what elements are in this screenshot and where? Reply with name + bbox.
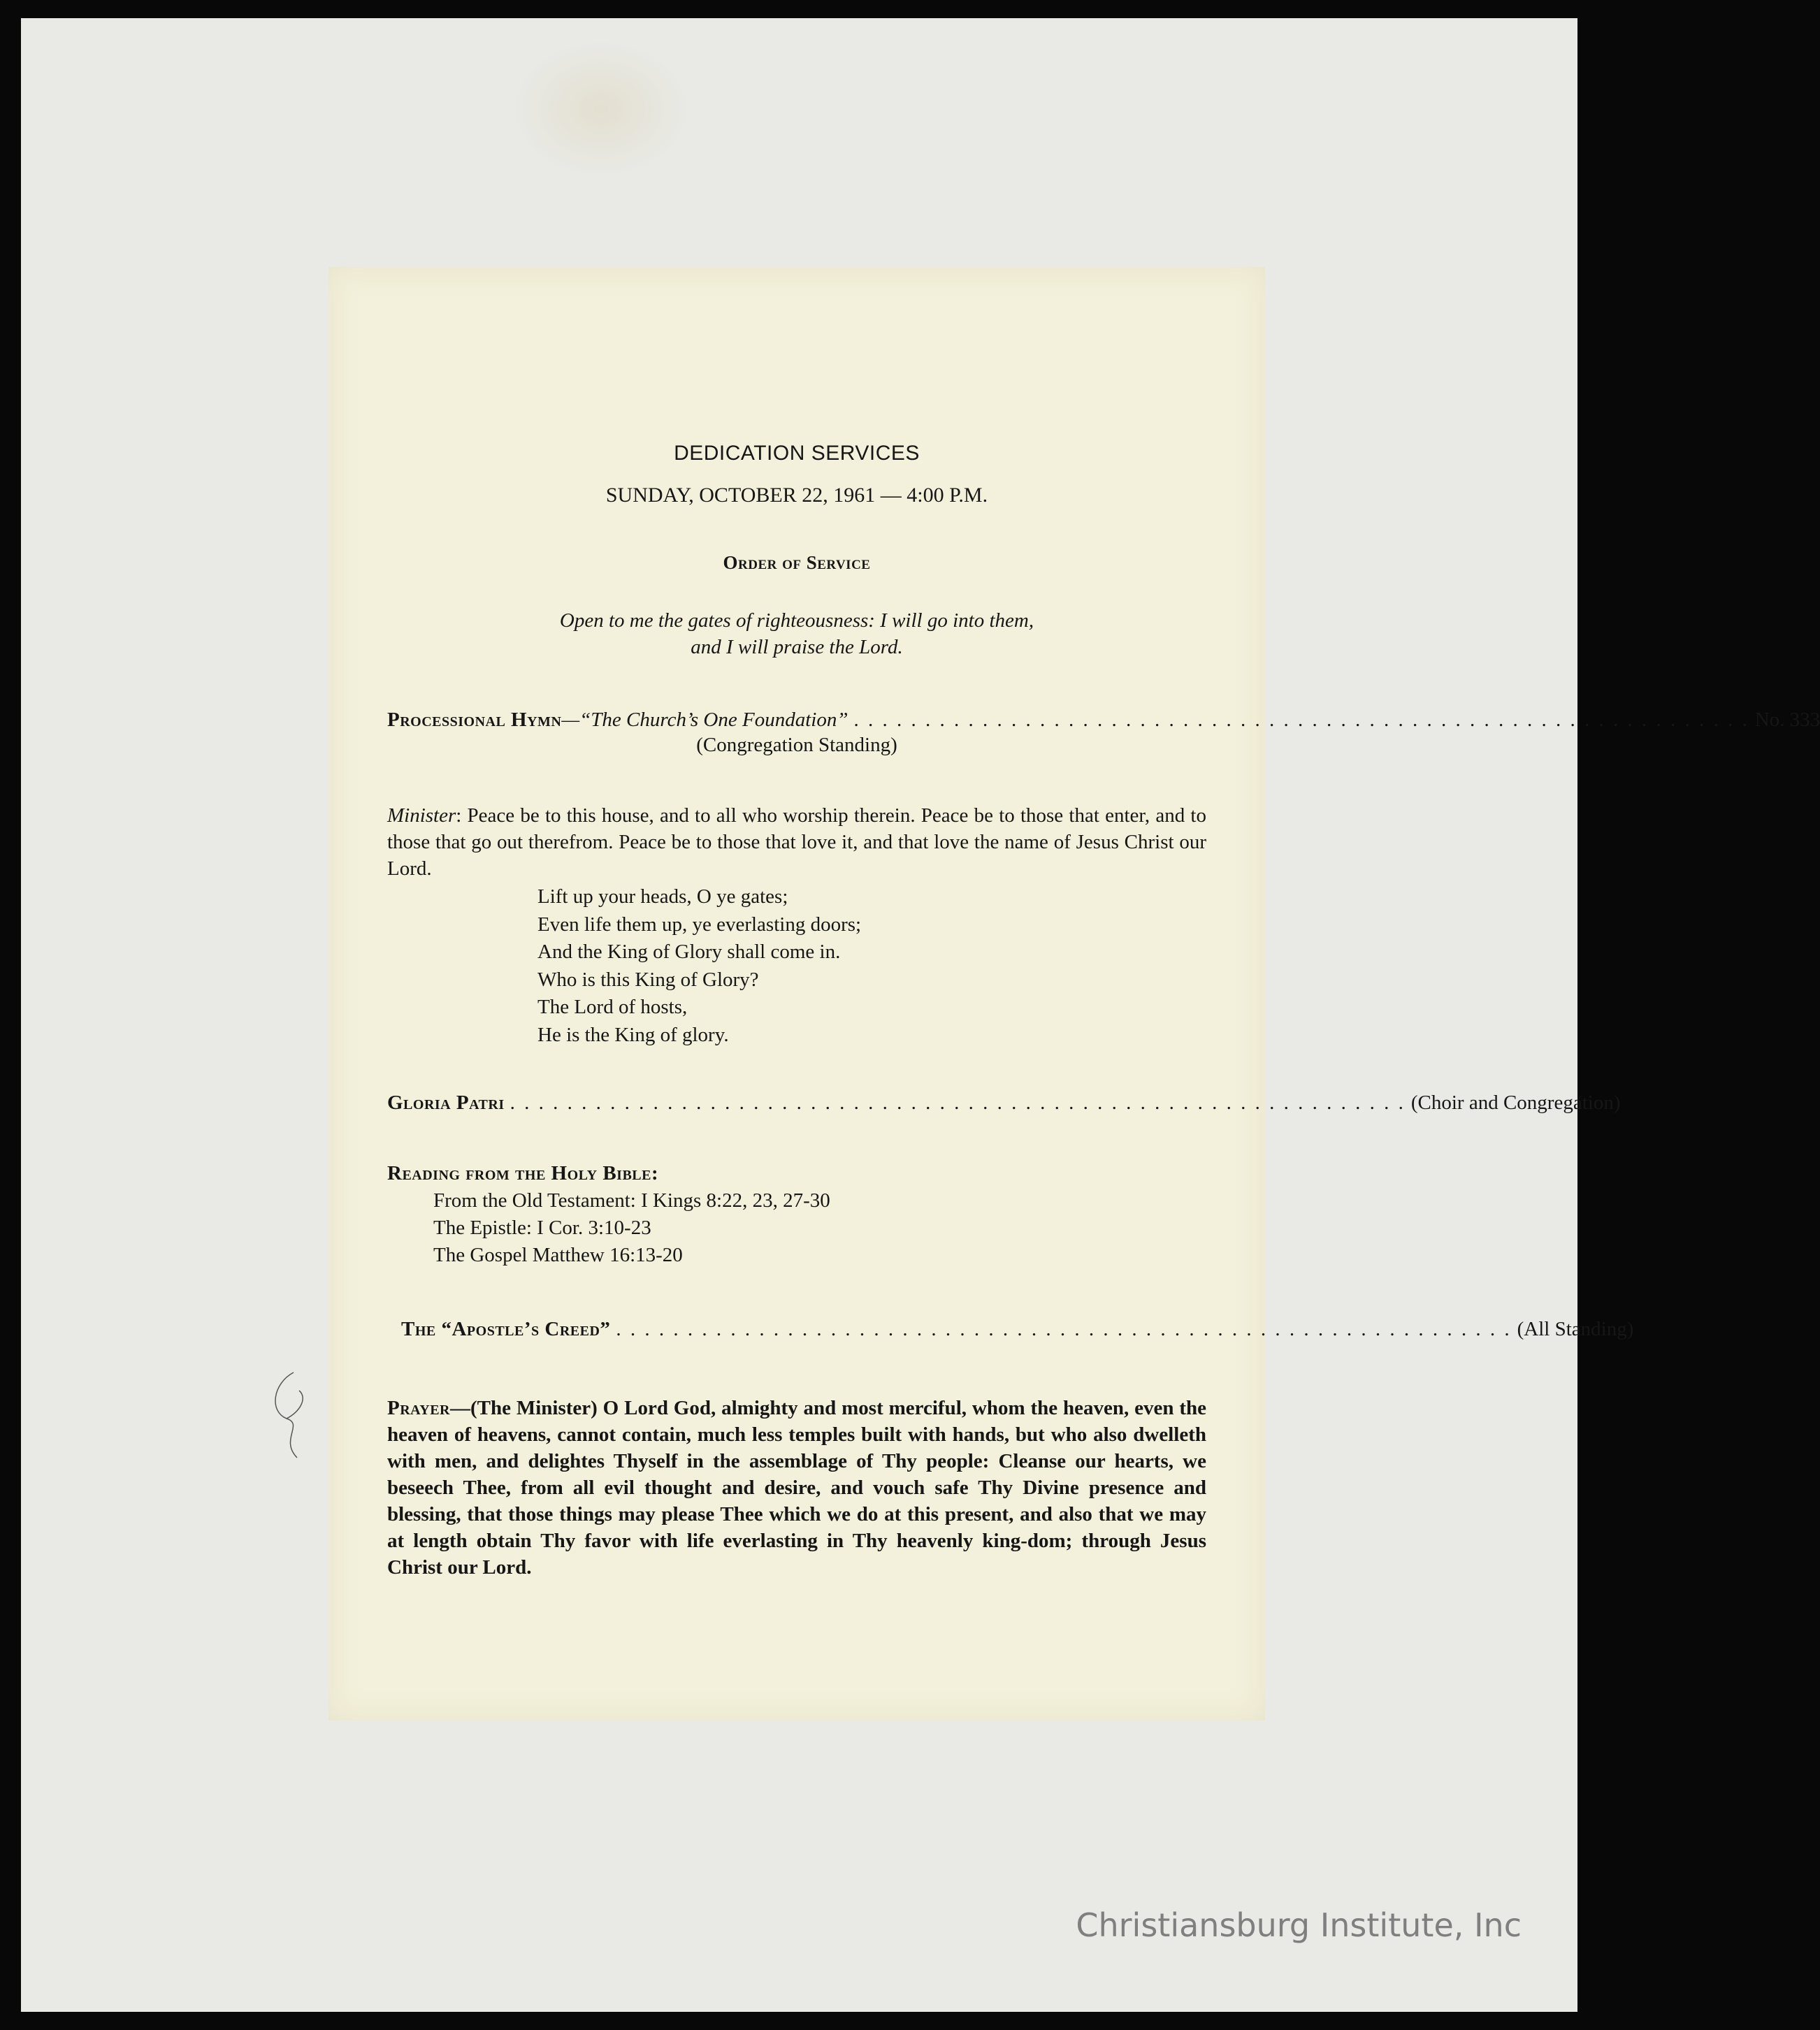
prayer-label: Prayer [387,1397,450,1419]
gloria-note: (Choir and Congregation) [1410,1092,1621,1114]
document-title: DEDICATION SERVICES [674,442,920,465]
leader-dots: . . . . . . . . . . . . . . . . . . . . . . . . . . . . . . . . . . . . . . . . . . . . . . . . . . . . . . . . . . . . . . . [616,1318,1512,1340]
order-of-service-label: Order of Service [723,552,871,573]
gloria-label: Gloria Patri [387,1092,505,1114]
date-line: SUNDAY, OCTOBER 22, 1961 — 4:00 P.M. [605,484,988,507]
reading-label: Reading from the Holy Bible: [387,1162,659,1184]
hair-strand [266,1370,315,1460]
verse-line: Who is this King of Glory? [537,968,759,991]
hymn-note: (Congregation Standing) [696,734,897,756]
minister-text: : Peace be to this house, and to all who worship therein. Peace be to those that enter, and to those that go out therefrom. Peace be to those that love it, and that love the name of Jesus Christ our Lord. [387,804,1206,880]
epigraph-line-1: Open to me the gates of righteousness: I will go into them, [559,609,1034,632]
gloria-row [387,1092,1621,1115]
leader-dots: . . . . . . . . . . . . . . . . . . . . . . . . . . . . . . . . . . . . . . . . . . . . . . . . . . . . . . . . . . . . . . . [510,1092,1406,1114]
reading-block [387,1160,830,1269]
verse-line: The Lord of hosts, [537,996,688,1018]
verse-block [537,883,861,1049]
epigraph-line-2: and I will praise the Lord. [691,636,903,658]
reading-item: The Epistle: I Cor. 3:10-23 [433,1217,651,1239]
verse-line: And the King of Glory shall come in. [537,941,841,963]
watermark: Christiansburg Institute, Inc [1076,1906,1522,1944]
verse-line: Even life them up, ye everlasting doors; [537,913,862,936]
verse-line: He is the King of glory. [537,1023,729,1046]
reading-item: The Gospel Matthew 16:13-20 [433,1244,683,1266]
minister-label: Minister [387,804,456,827]
reading-item: From the Old Testament: I Kings 8:22, 23, 27-30 [433,1189,830,1212]
leader-dots: . . . . . . . . . . . . . . . . . . . . . . . . . . . . . . . . . . . . . . . . . . . . . . . . . . . . . . . . . . . . . . . [853,709,1749,731]
hymn-row [387,709,1820,732]
creed-label: The “Apostle’s Creed” [401,1318,611,1340]
hymn-label: Processional Hymn [387,709,562,731]
creed-row [401,1318,1634,1341]
creed-note: (All Standing) [1517,1318,1634,1340]
program-sheet [328,267,1820,1720]
verse-line: Lift up your heads, O ye gates; [537,885,788,908]
prayer-paragraph [387,1395,1206,1581]
paper-stain [510,39,692,179]
prayer-text: —(The Minister) O Lord God, almighty and most merciful, whom the heaven, even the heaven of heavens, cannot contain, much less temples built with hands, but who also dwelleth with men, and delightes Thyself in the assemblage of Thy people: Cleanse our hearts, we beseech Thee, from all evil thought and desire, and vouch safe Thy Divine presence and blessing, that those things may please Thee which we do at this present, and also that we may at length obtain Thy favor with life everlasting in Thy heavenly king-dom; through Jesus Christ our Lord. [387,1397,1206,1579]
hymn-title: —“The Church’s One Foundation” [561,709,848,731]
hymn-number: No. 333 [1754,709,1820,731]
minister-paragraph [387,802,1206,882]
